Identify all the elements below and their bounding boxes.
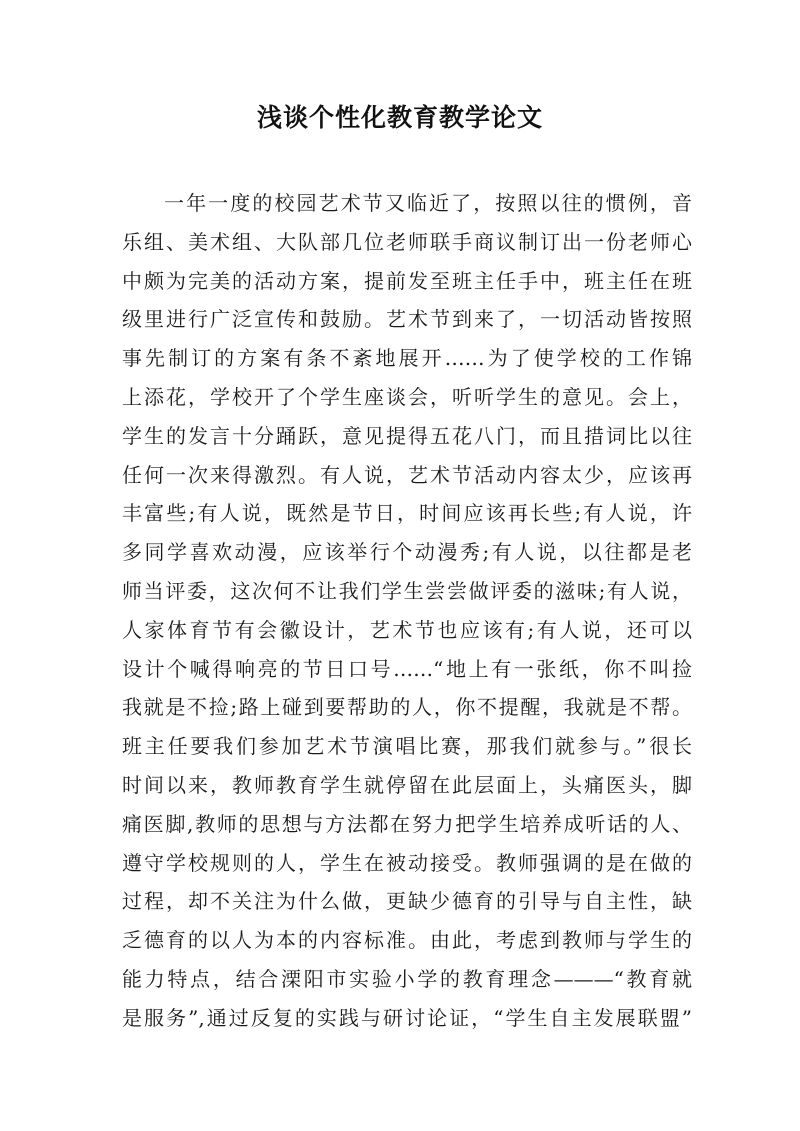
paragraph-line: 乐组、美术组、大队部几位老师联手商议制订出一份老师心 [122,229,692,254]
paragraph-line: 过程，却不关注为什么做，更缺少德育的引导与自主性，缺 [122,889,692,914]
paragraph-line: 多同学喜欢动漫，应该举行个动漫秀;有人说，以往都是老 [122,540,692,565]
paragraph-line: 上添花，学校开了个学生座谈会，听听学生的意见。会上， [122,384,692,409]
paragraph-line: 丰富些;有人说，既然是节日，时间应该再长些;有人说，许 [122,501,692,526]
paragraph-line: 班主任要我们参加艺术节演唱比赛，那我们就参与。”很长 [122,734,692,759]
paragraph-line: 乏德育的以人为本的内容标准。由此，考虑到教师与学生的 [122,928,692,953]
paragraph-line: 遵守学校规则的人，学生在被动接受。教师强调的是在做的 [122,850,692,875]
document-body [122,184,692,1038]
paragraph-line: 人家体育节有会徽设计，艺术节也应该有;有人说，还可以 [122,617,692,642]
paragraph-line: 我就是不捡;路上碰到要帮助的人，你不提醒，我就是不帮。 [122,695,692,720]
paragraph-line: 设计个喊得响亮的节日口号……“地上有一张纸，你不叫捡 [122,656,692,681]
paragraph-line: 任何一次来得激烈。有人说，艺术节活动内容太少，应该再 [122,462,692,487]
paragraph-line: 痛医脚,教师的思想与方法都在努力把学生培养成听话的人、 [122,811,692,836]
document-title: 浅谈个性化教育教学论文 [256,103,543,132]
paragraph-line: 事先制订的方案有条不紊地展开……为了使学校的工作锦 [122,346,692,371]
paragraph-line: 一年一度的校园艺术节又临近了，按照以往的惯例，音 [164,191,692,215]
paragraph-line: 时间以来，教师教育学生就停留在此层面上，头痛医头，脚 [122,772,692,797]
paragraph-line: 级里进行广泛宣传和鼓励。艺术节到来了，一切活动皆按照 [122,307,692,332]
paragraph-line: 是服务”,通过反复的实践与研讨论证，“学生自主发展联盟” [122,1005,692,1030]
paragraph-line: 学生的发言十分踊跃，意见提得五花八门，而且措词比以往 [122,423,692,448]
paragraph-line: 能力特点，结合溧阳市实验小学的教育理念———“教育就 [122,966,692,991]
paragraph-line: 中颇为完美的活动方案，提前发至班主任手中，班主任在班 [122,268,692,293]
paragraph-line: 师当评委，这次何不让我们学生尝尝做评委的滋味;有人说， [122,578,692,603]
